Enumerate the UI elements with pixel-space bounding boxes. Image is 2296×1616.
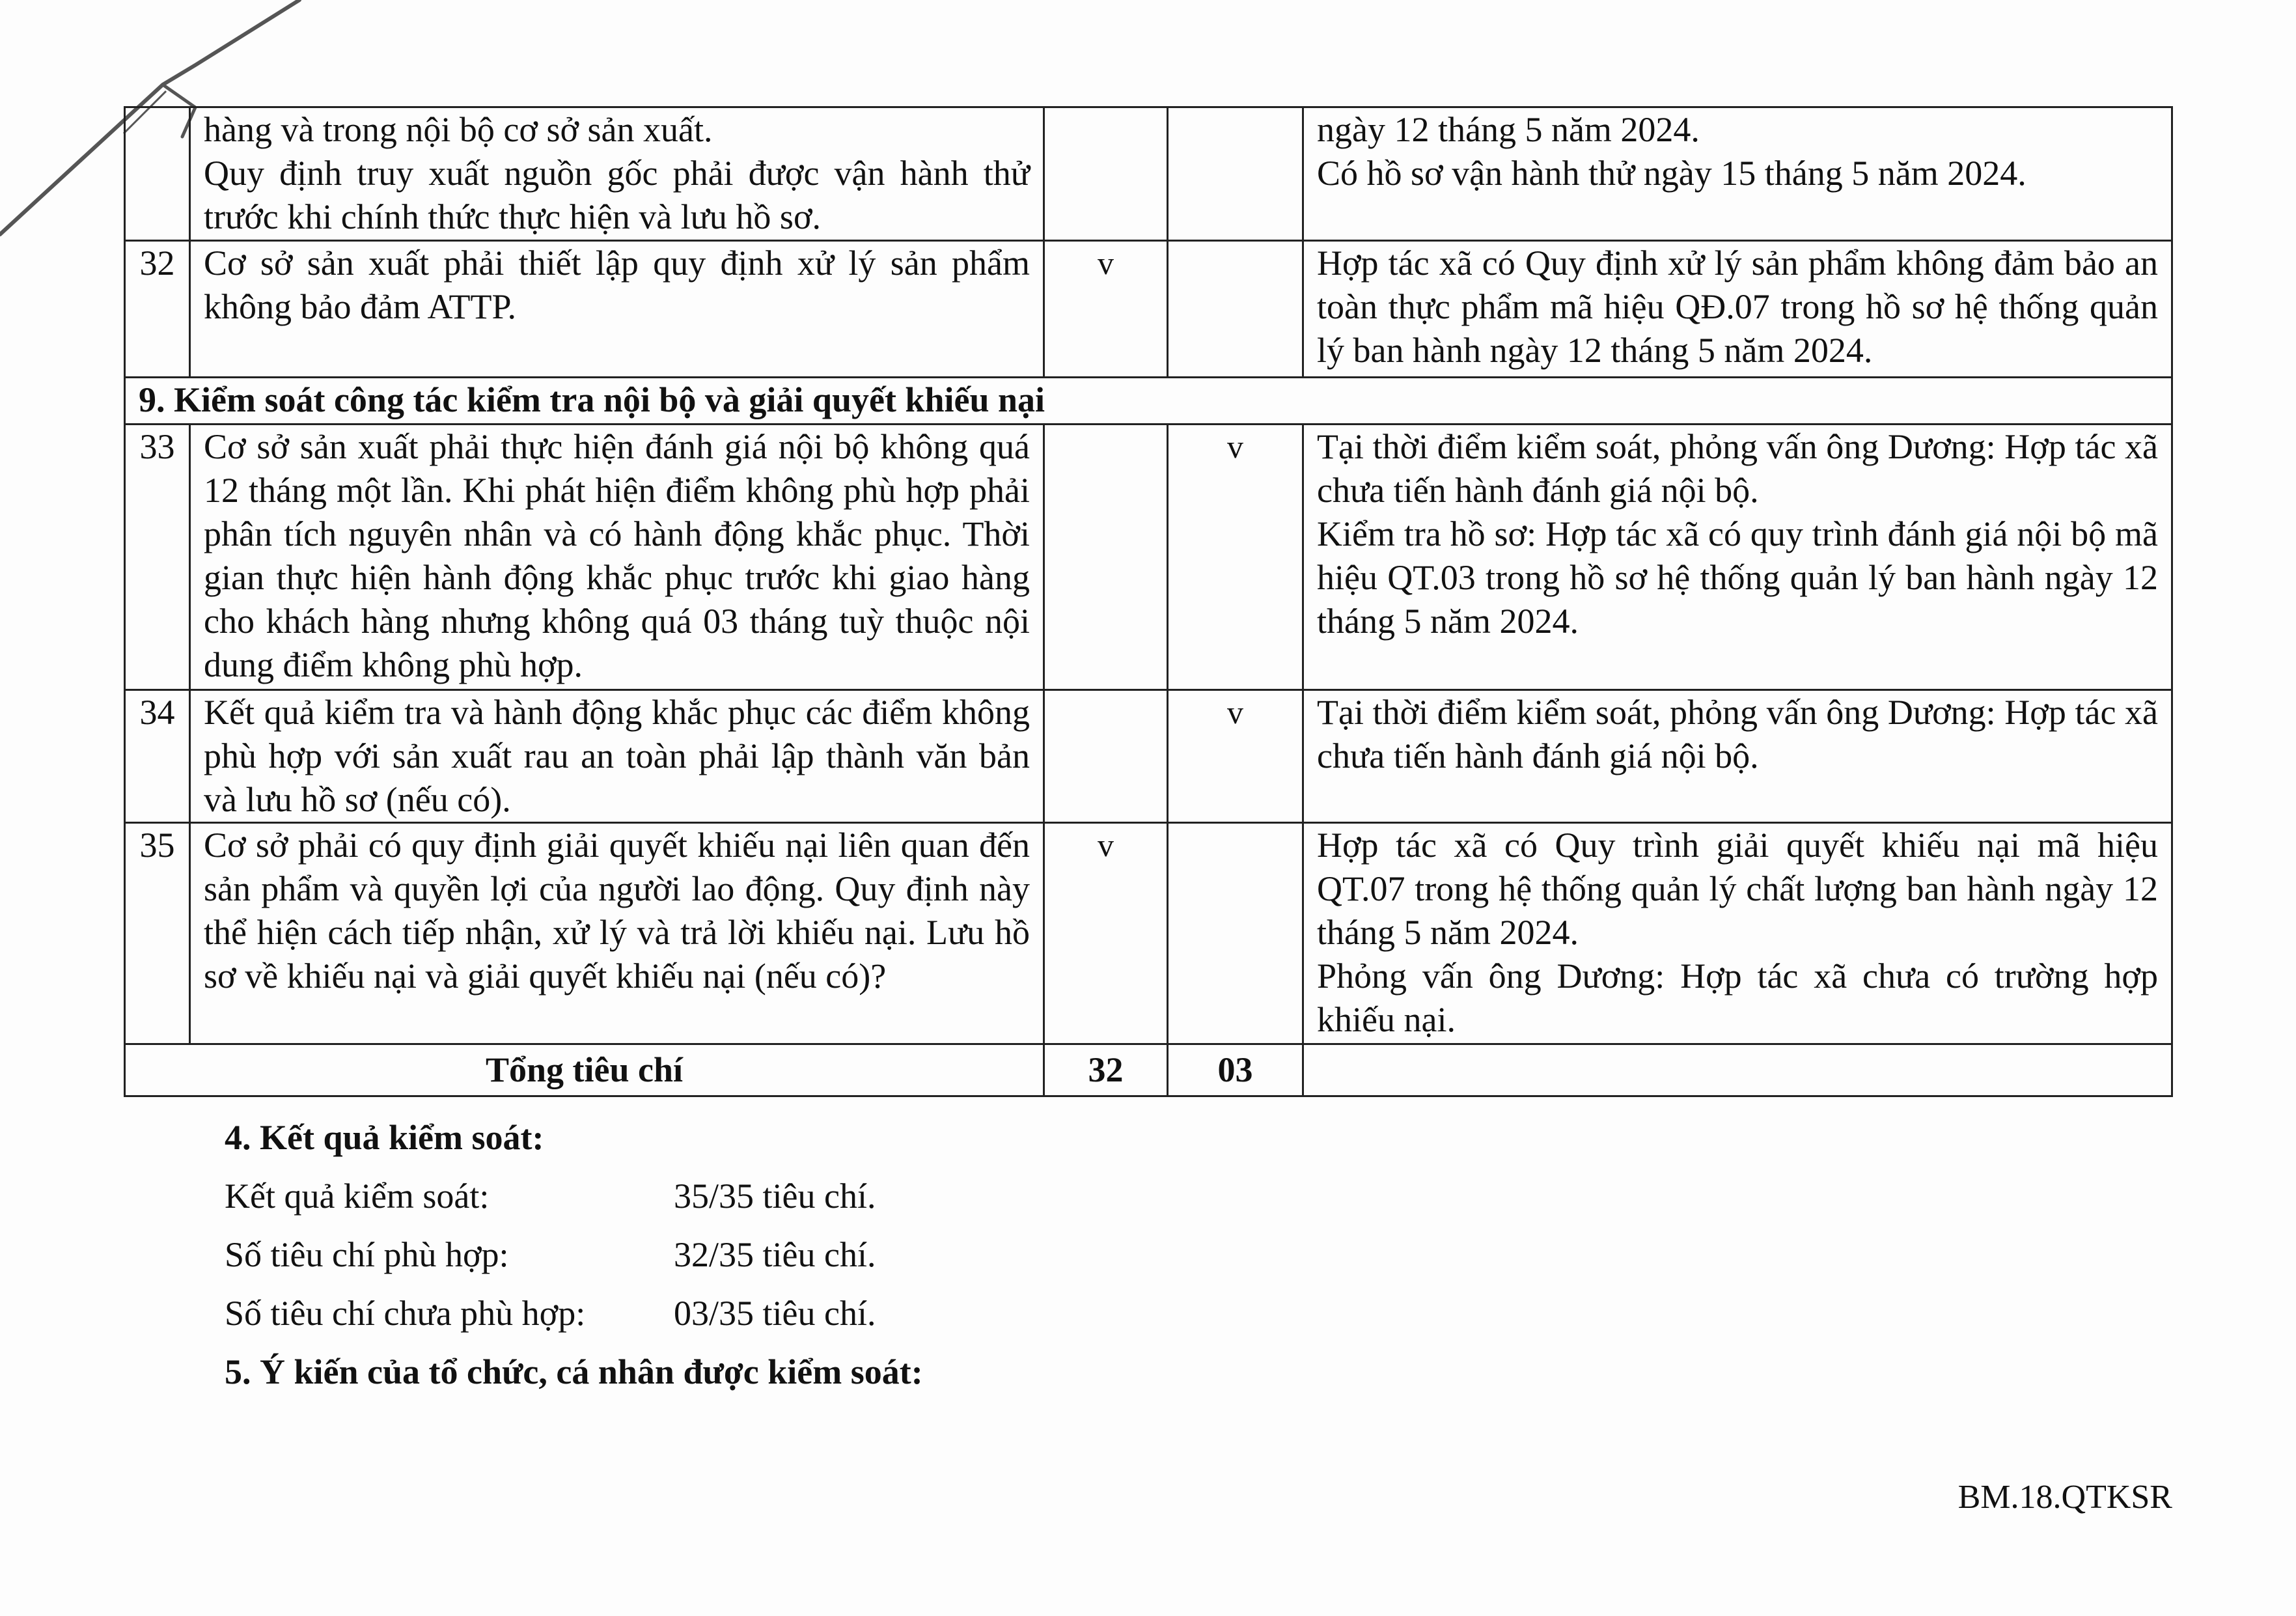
total-nonconform: 03 (1168, 1044, 1303, 1096)
note-text: Phỏng vấn ông Dương: Hợp tác xã chưa có trường hợp khiếu nại. (1317, 956, 2158, 1039)
results-row (225, 1167, 923, 1225)
control-criteria-table (124, 106, 2173, 1097)
conform-cell: v (1044, 241, 1168, 378)
total-row (125, 1044, 2172, 1096)
note-text: Kiểm tra hồ sơ: Hợp tác xã có quy trình đánh giá nội bộ mã hiệu QT.03 trong hồ sơ hệ thống quản lý ban hành ngày 12 tháng 5 năm 2024. (1317, 514, 2158, 641)
requirement-cell: Cơ sở sản xuất phải thiết lập quy định xử lý sản phẩm không bảo đảm ATTP. (190, 241, 1044, 378)
table-row-33 (125, 425, 2172, 690)
requirement-cell: Cơ sở phải có quy định giải quyết khiếu nại liên quan đến sản phẩm và quyền lợi của người lao động. Quy định này thể hiện cách tiếp nhận, xử lý và trả lời khiếu nại. Lưu hồ sơ về khiếu nại và giải quyết khiếu nại (nếu có)? (190, 823, 1044, 1044)
note-text: Hợp tác xã có Quy trình giải quyết khiếu nại mã hiệu QT.07 trong hệ thống quản lý chất lượng ban hành ngày 12 tháng 5 năm 2024. (1317, 826, 2158, 952)
results-label: Số tiêu chí chưa phù hợp: (225, 1294, 586, 1333)
note-text: Tại thời điểm kiểm soát, phỏng vấn ông Dương: Hợp tác xã chưa tiến hành đánh giá nội bộ. (1317, 693, 2158, 775)
note-text: Tại thời điểm kiểm soát, phỏng vấn ông Dương: Hợp tác xã chưa tiến hành đánh giá nội bộ. (1317, 427, 2158, 510)
requirement-text: Quy định truy xuất nguồn gốc phải được vận hành thử trước khi chính thức thực hiện và lưu hồ sơ. (204, 154, 1030, 236)
table-row-32 (125, 241, 2172, 378)
row-number-cell (125, 107, 190, 241)
conform-cell (1044, 425, 1168, 690)
note-text: Hợp tác xã có Quy định xử lý sản phẩm không đảm bảo an toàn thực phẩm mã hiệu QĐ.07 trong hồ sơ hệ thống quản lý ban hành ngày 12 tháng 5 năm 2024. (1317, 244, 2158, 370)
results-value: 03/35 tiêu chí. (674, 1294, 876, 1333)
requirement-text: hàng và trong nội bộ cơ sở sản xuất. (204, 110, 713, 149)
table-row-continued (125, 107, 2172, 241)
results-value: 35/35 tiêu chí. (674, 1177, 876, 1216)
nonconform-cell (1168, 241, 1303, 378)
conform-cell: v (1044, 823, 1168, 1044)
total-note (1303, 1044, 2172, 1096)
nonconform-cell (1168, 107, 1303, 241)
note-text: Có hồ sơ vận hành thử ngày 15 tháng 5 năm 2024. (1317, 154, 2026, 193)
results-label: Kết quả kiểm soát: (225, 1177, 490, 1216)
total-label: Tổng tiêu chí (125, 1044, 1044, 1096)
row-number-cell: 32 (125, 241, 190, 378)
conform-cell (1044, 690, 1168, 823)
row-number-cell: 33 (125, 425, 190, 690)
note-cell (1303, 823, 2172, 1044)
opinion-heading: 5. Ý kiến của tổ chức, cá nhân được kiểm soát: (225, 1352, 923, 1391)
note-cell (1303, 241, 2172, 378)
form-code: BM.18.QTKSR (1957, 1479, 2172, 1516)
note-cell (1303, 107, 2172, 241)
nonconform-cell: v (1168, 425, 1303, 690)
table-row-35 (125, 823, 2172, 1044)
conform-cell (1044, 107, 1168, 241)
note-cell (1303, 425, 2172, 690)
row-number-cell: 35 (125, 823, 190, 1044)
nonconform-cell: v (1168, 690, 1303, 823)
control-results (225, 1108, 923, 1401)
row-number-cell: 34 (125, 690, 190, 823)
note-text: ngày 12 tháng 5 năm 2024. (1317, 110, 1700, 149)
results-row (225, 1225, 923, 1284)
requirement-cell (190, 107, 1044, 241)
requirement-cell: Kết quả kiểm tra và hành động khắc phục các điểm không phù hợp với sản xuất rau an toàn phải lập thành văn bản và lưu hồ sơ (nếu có). (190, 690, 1044, 823)
total-conform: 32 (1044, 1044, 1168, 1096)
section-row (125, 378, 2172, 425)
table-row-34 (125, 690, 2172, 823)
results-value: 32/35 tiêu chí. (674, 1235, 876, 1274)
results-label: Số tiêu chí phù hợp: (225, 1235, 509, 1274)
results-heading: 4. Kết quả kiểm soát: (225, 1118, 544, 1157)
results-row (225, 1284, 923, 1343)
section-title: 9. Kiểm soát công tác kiểm tra nội bộ và giải quyết khiếu nại (125, 378, 2172, 425)
requirement-cell: Cơ sở sản xuất phải thực hiện đánh giá nội bộ không quá 12 tháng một lần. Khi phát hiện điểm không phù hợp phải phân tích nguyên nhân và có hành động khắc phục. Thời gian thực hiện hành động khắc phục trước khi giao hàng cho khách hàng nhưng không quá 03 tháng tuỳ thuộc nội dung điểm không phù hợp. (190, 425, 1044, 690)
note-cell (1303, 690, 2172, 823)
nonconform-cell (1168, 823, 1303, 1044)
